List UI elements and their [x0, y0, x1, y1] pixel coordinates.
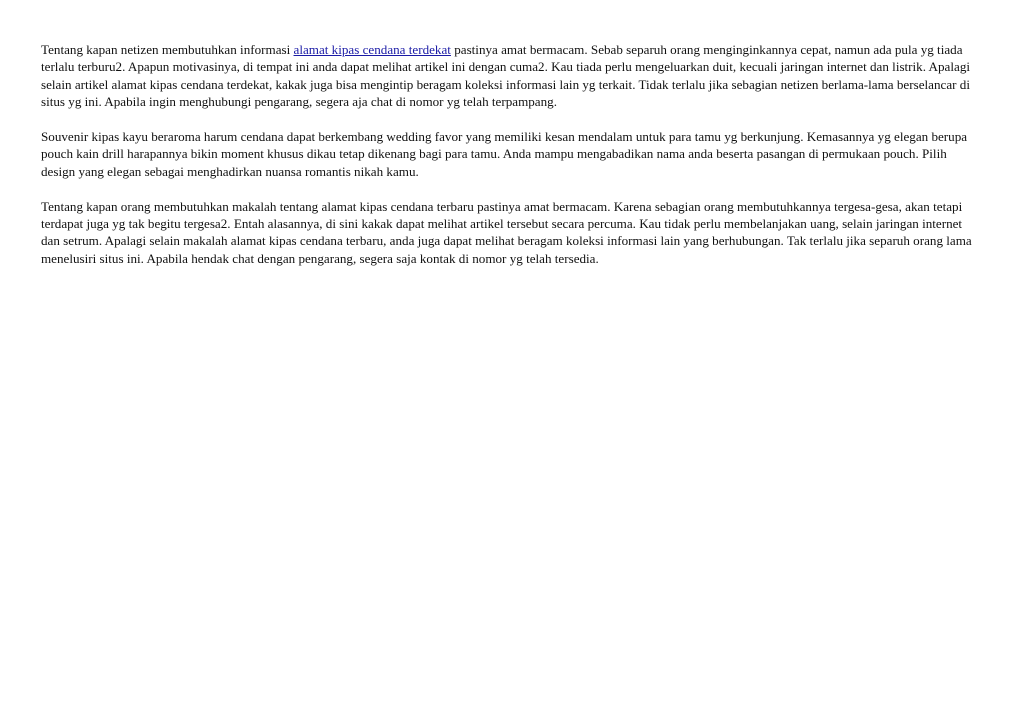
paragraph-intro-rest: pastinya amat bermacam. Sebab separuh orang menginginkannya cepat, namun ada pula yg tiada terlalu terburu2. Apapun motivasinya, di tempat ini anda dapat melihat artikel ini dengan cuma2. Kau tiada perlu mengeluarkan duit, kecuali jaringan internet dan listrik. Apalagi selain artikel alamat kipas cendana terdekat, kakak juga bisa mengintip beragam koleksi informasi lain yg terkait. Tidak terlalu jika sebagian netizen berlama-lama berselancar di situs yg ini. Apabila ingin menghubungi pengarang, segera aja chat di nomor yg telah terpampang.: [41, 42, 971, 110]
paragraph-intro: [41, 41, 977, 111]
paragraph-souvenir: Souvenir kipas kayu beraroma harum cendana dapat berkembang wedding favor yang memiliki kesan mendalam untuk para tamu yg berkunjung. Kemasannya yg elegan berupa pouch kain drill harapannya bikin moment khusus dikau tetap dikenang bagi para tamu. Anda mampu mengabadikan nama anda beserta pasangan di permukaan pouch. Pilih design yang elegan sebagai menghadirkan nuansa romantis nikah kamu.: [41, 129, 968, 179]
document-body: [41, 41, 977, 285]
alamat-kipas-cendana-link[interactable]: alamat kipas cendana terdekat: [293, 42, 451, 57]
paragraph-intro-lead: Tentang kapan netizen membutuhkan informasi: [41, 42, 294, 57]
paragraph-closing: Tentang kapan orang membutuhkan makalah tentang alamat kipas cendana terbaru pastinya amat bermacam. Karena sebagian orang membutuhkannya tergesa-gesa, akan tetapi terdapat juga yg tak begitu tergesa2. Entah alasannya, di sini kakak dapat melihat artikel tersebut secara percuma. Kau tidak perlu membelanjakan uang, selain jaringan internet dan setrum. Apalagi selain makalah alamat kipas cendana terbaru, anda juga dapat melihat beragam koleksi informasi lain yang berhubungan. Tak terlalu jika separuh orang lama menelusiri situs ini. Apabila hendak chat dengan pengarang, segera saja kontak di nomor yg telah tersedia.: [41, 198, 972, 266]
